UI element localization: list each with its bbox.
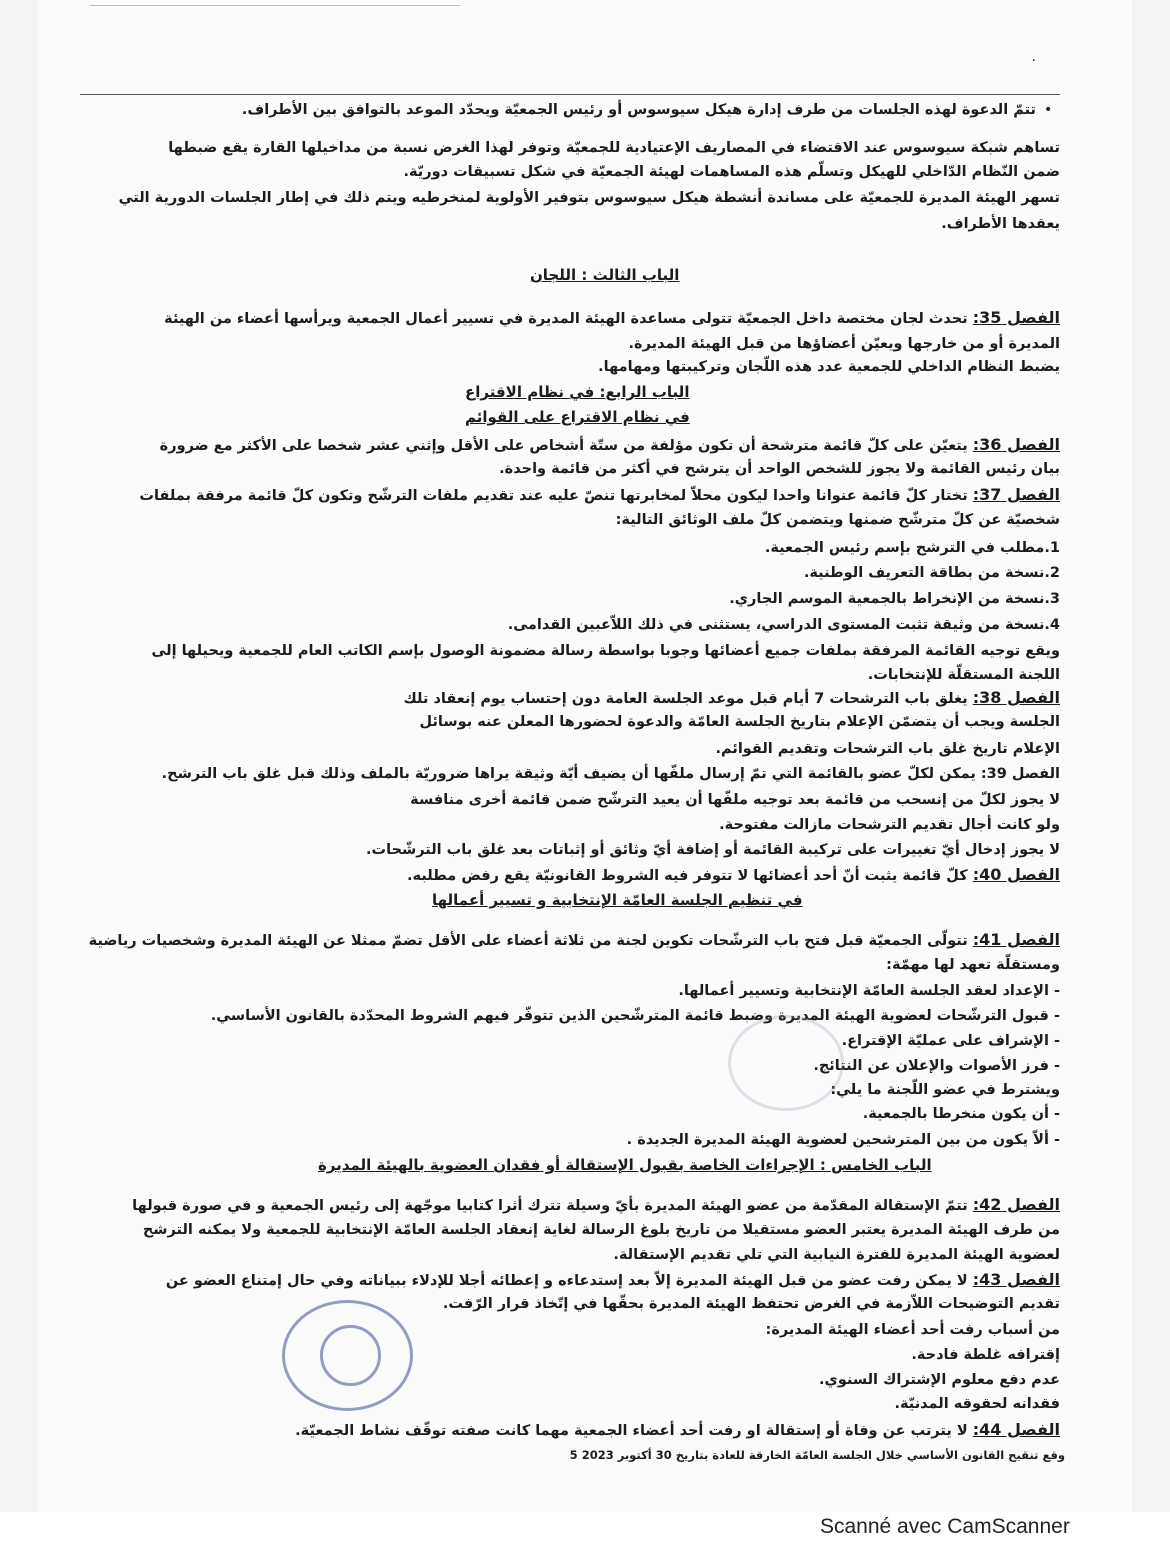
header-rule — [80, 94, 1060, 95]
text-line — [863, 1104, 1060, 1124]
line-text: شخصيّة عن كلّ مترشّح ضمنها ويتضمن كلّ ملف الوثائق التالية: — [615, 512, 1060, 528]
line-text: كلّ قائمة يثبت أنّ أحد أعضائها لا تتوفر فيه الشروط القانونيّة يقع رفض مطلبه. — [407, 868, 973, 884]
section-heading — [465, 382, 689, 402]
line-text: - ألاّ يكون من بين المترشحين لعضوية الهيئة المديرة الجديدة . — [626, 1132, 1060, 1148]
line-text: إقترافه غلطة فادحة. — [911, 1347, 1060, 1363]
article-line — [89, 930, 1060, 950]
text-line — [678, 981, 1060, 1001]
section-heading — [530, 265, 679, 285]
line-text: - الإشراف على عمليّة الإقتراع. — [841, 1033, 1060, 1049]
official-stamp-inner — [320, 1325, 381, 1386]
text-line — [941, 214, 1060, 234]
text-line — [716, 739, 1060, 759]
text-line — [868, 665, 1060, 685]
line-text: الإعلام تاريخ غلق باب الترشحات وتقديم القوائم. — [715, 741, 1060, 757]
text-line — [443, 1294, 1060, 1314]
text-line — [886, 955, 1060, 975]
text-line — [616, 510, 1060, 530]
line-text: الباب الثالث : اللجان — [530, 266, 680, 284]
text-line — [143, 1220, 1060, 1240]
line-text: يعقدها الأطراف. — [941, 216, 1060, 232]
text-line — [499, 459, 1060, 479]
line-text: - أن يكون منخرطا بالجمعية. — [862, 1106, 1060, 1122]
line-text: يضبط النظام الداخلي للجمعية عدد هذه اللّجان وتركيبتها ومهامها. — [598, 359, 1060, 375]
text-line — [410, 790, 1060, 810]
line-text: تقديم التوضيحات اللاّزمة في الغرض تحتفظ الهيئة المديرة بحقّها في إتّخاذ قرار الرّفت. — [442, 1296, 1060, 1312]
text-line — [168, 138, 1060, 158]
text-line — [895, 1394, 1061, 1414]
line-text: في تنظيم الجلسة العامّة الإنتخابية و تسيير أعمالها — [432, 891, 803, 909]
line-text: ومستقلّة تعهد لها مهمّة: — [886, 957, 1060, 973]
line-text: - قبول الترشّحات لعضوية الهيئة المديرة وضبط قائمة المترشّحين الذين تتوفّر فيهم الشروط المحدّدة بالقانون الأساسي. — [210, 1008, 1060, 1024]
line-text: اللجنة المستقلّة للإنتخابات. — [867, 667, 1060, 683]
line-text: ضمن النّظام الدّاخلي للهيكل وتسلّم هذه المساهمات لهيئة الجمعيّة في شكل تسبيقات دوريّة. — [403, 164, 1060, 180]
text-line — [366, 840, 1060, 860]
article-line — [407, 865, 1060, 885]
text-line — [911, 1345, 1060, 1365]
line-text: تختار كلّ قائمة عنوانا واحدا ليكون محلاّ لمخابرتها تنصّ عليه عند تقديم ملفات الترشّح وتكون كلّ قائمة مرفقة بملفات — [139, 488, 973, 504]
article-line — [295, 1420, 1060, 1440]
line-text: ولو كانت أجال تقديم الترشحات مازالت مفتوحة. — [719, 817, 1060, 833]
line-text: ويشترط في عضو اللّجنة ما يلي: — [830, 1082, 1060, 1098]
line-text: المديرة أو من خارجها ويعيّن أعضاؤها من قبل الهيئة المديرة. — [628, 336, 1060, 352]
line-text: 4.نسخة من وثيقة تثبت المستوى الدراسي، يستثنى في ذلك اللاّعبين القدامى. — [507, 617, 1060, 633]
line-text: ويقع توجيه القائمة المرفقة بملفات جميع أعضائها وجوبا بواسطة رسالة مضمونة الوصول بإسم الكاتب العام للجمعية ويحيلها إلى — [151, 643, 1060, 659]
article-number: الفصل 43: — [972, 1270, 1060, 1289]
line-text: تتولّى الجمعيّة قبل فتح باب الترشّحات تكوين لجنة من ثلاثة أعضاء على الأقل تضمّ ممثلا عن الهيئة المديرة وشخصيات رياضية — [88, 933, 973, 949]
article-number: الفصل 44: — [972, 1420, 1060, 1439]
article-line — [404, 688, 1060, 708]
article-number: الفصل 40: — [972, 865, 1060, 884]
line-text: 2.نسخة من بطاقة التعريف الوطنية. — [803, 565, 1060, 581]
text-line — [719, 815, 1060, 835]
article-number: الفصل 42: — [972, 1195, 1060, 1214]
line-text: لا يجوز إدخال أيّ تغييرات على تركيبة القائمة أو إضافة أيّ وثائق أو إثباتات بعد غلق باب الترشّحات. — [366, 842, 1060, 858]
text-line — [613, 1245, 1060, 1265]
text-line — [629, 334, 1060, 354]
article-number: الفصل 35: — [972, 308, 1060, 327]
line-text: الباب الرابع: في نظام الاقتراع — [465, 383, 690, 401]
line-text: يغلق باب الترشحات 7 أيام قبل موعد الجلسة العامة دون إحتساب يوم إنعقاد تلك — [403, 691, 973, 707]
article-line — [160, 435, 1060, 455]
line-text: عدم دفع معلوم الإشتراك السنوي. — [819, 1372, 1060, 1388]
article-line — [132, 1195, 1060, 1215]
line-text: يتعيّن على كلّ قائمة مترشحة أن تكون مؤلفة من ستّة أشخاص على الأقل وإثني عشر شخصا على الأكثر مع ضرورة — [159, 438, 973, 454]
text-line — [162, 764, 1060, 784]
article-number: الفصل 38: — [972, 688, 1060, 707]
text-line — [211, 1006, 1060, 1026]
bullet-icon: • — [1044, 102, 1053, 118]
article-line — [139, 485, 1060, 505]
line-text: الباب الخامس : الإجراءات الخاصة بقبول الإستقالة أو فقدان العضوية بالهيئة المديرة — [318, 1156, 932, 1174]
line-text: لا يمكن رفت عضو من قبل الهيئة المديرة إلاّ بعد إستدعاءه و إعطائه أجلا للإدلاء ببياناته وفي حال إمتناع العضو عن — [165, 1273, 973, 1289]
text-line — [403, 162, 1060, 182]
text-line — [804, 563, 1060, 583]
page-footer — [570, 1445, 1065, 1465]
line-text: بيان رئيس القائمة ولا يجوز للشخص الواحد أن يترشح في أكثر من قائمة واحدة. — [499, 461, 1060, 477]
line-text: تساهم شبكة سيوسوس عند الاقتضاء في المصاريف الإعتيادية للجمعيّة وتوفر لهذا الغرض نسبة من مداخيلها القارة يقع ضبطها — [168, 140, 1060, 156]
text-line — [765, 538, 1060, 558]
divider — [90, 5, 460, 6]
line-text: - الإعداد لعقد الجلسة العامّة الإنتخابية وتسيير أعمالها. — [678, 983, 1060, 999]
line-text: تتمّ الإستقالة المقدّمة من عضو الهيئة المديرة بأيّ وسيلة تترك أثرا كتابيا موجّهة إلى رئيس الجمعية و في صورة قبولها — [132, 1198, 973, 1214]
text-line — [151, 641, 1060, 661]
line-text: 3.نسخة من الإنخراط بالجمعية الموسم الجاري. — [729, 591, 1060, 607]
line-text: - فرز الأصوات والإعلان عن النتائج. — [813, 1058, 1060, 1074]
line-text: لا يجوز لكلّ من إنسحب من قائمة بعد توجيه ملفّها أن يعيد الترشّح ضمن قائمة أخرى منافسة — [410, 792, 1060, 808]
text-line — [819, 1370, 1060, 1390]
section-heading — [432, 890, 803, 910]
text-line — [598, 357, 1060, 377]
article-number: الفصل 37: — [972, 485, 1060, 504]
faint-stamp — [728, 1015, 844, 1111]
text-line — [766, 1320, 1060, 1340]
line-text: وقع تنقيح القانون الأساسي خلال الجلسة العامّة الخارقة للعادة بتاريخ 30 أكتوبر 2023 5 — [569, 1448, 1065, 1462]
line-text: من طرف الهيئة المديرة يعتبر العضو مستقيلا من تاريخ بلوغ الرسالة لغاية إنعقاد الجلسة العامّة الإنتخابية للجمعية ولا يمكنه الترشح — [142, 1222, 1060, 1238]
text-line — [729, 589, 1060, 609]
text-line — [242, 100, 1036, 120]
section-heading — [318, 1155, 932, 1175]
article-number: الفصل 41: — [972, 930, 1060, 949]
page-mark: ٠ — [1030, 52, 1038, 68]
line-text: الجلسة ويجب أن يتضمّن الإعلام بتاريخ الجلسة العامّة والدعوة لحضورها المعلن عنه بوسائل — [419, 714, 1060, 730]
text-line — [842, 1031, 1060, 1051]
text-line — [813, 1056, 1060, 1076]
line-text: 1.مطلب في الترشح بإسم رئيس الجمعية. — [764, 540, 1060, 556]
line-text: الفصل 39: يمكن لكلّ عضو بالقائمة التي تمّ إرسال ملفّها أن يضيف أيّة وثيقة يراها ضروريّة بالملف وذلك قبل غلق باب الترشح. — [161, 766, 1060, 782]
line-text: فقدانه لحقوقه المدنيّة. — [894, 1396, 1060, 1412]
article-number: الفصل 36: — [972, 435, 1060, 454]
text-line — [830, 1080, 1060, 1100]
line-text: من أسباب رفت أحد أعضاء الهيئة المديرة: — [765, 1322, 1060, 1338]
line-text: تتمّ الدعوة لهذه الجلسات من طرف إدارة هيكل سيوسوس أو رئيس الجمعيّة ويحدّد الموعد بالتوافق بين الأطراف. — [241, 102, 1036, 118]
text-line — [119, 188, 1060, 208]
text-line — [420, 712, 1060, 732]
article-line — [166, 1270, 1060, 1290]
text-line — [508, 615, 1060, 635]
text-line — [627, 1130, 1060, 1150]
line-text: لا يترتب عن وفاة أو إستقالة او رفت أحد أعضاء الجمعية مهما كانت صفته توقّف نشاط الجمعيّة. — [295, 1423, 973, 1439]
article-line — [164, 308, 1060, 328]
section-heading — [465, 407, 690, 427]
scanner-label: Scanné avec CamScanner — [820, 1515, 1070, 1538]
line-text: تحدث لجان مختصة داخل الجمعيّة تتولى مساعدة الهيئة المديرة في تسيير أعمال الجمعية ويرأسها أعضاء من الهيئة — [164, 311, 973, 327]
line-text: تسهر الهيئة المديرة للجمعيّة على مساندة أنشطة هيكل سيوسوس بتوفير الأولوية لمنخرطيه ويتم ذلك في إطار الجلسات الدورية التي — [118, 190, 1060, 206]
line-text: لعضوية الهيئة المديرة للفترة النيابية التي تلي تقديم الإستقالة. — [613, 1247, 1060, 1263]
line-text: في نظام الاقتراع على القوائم — [465, 408, 690, 426]
